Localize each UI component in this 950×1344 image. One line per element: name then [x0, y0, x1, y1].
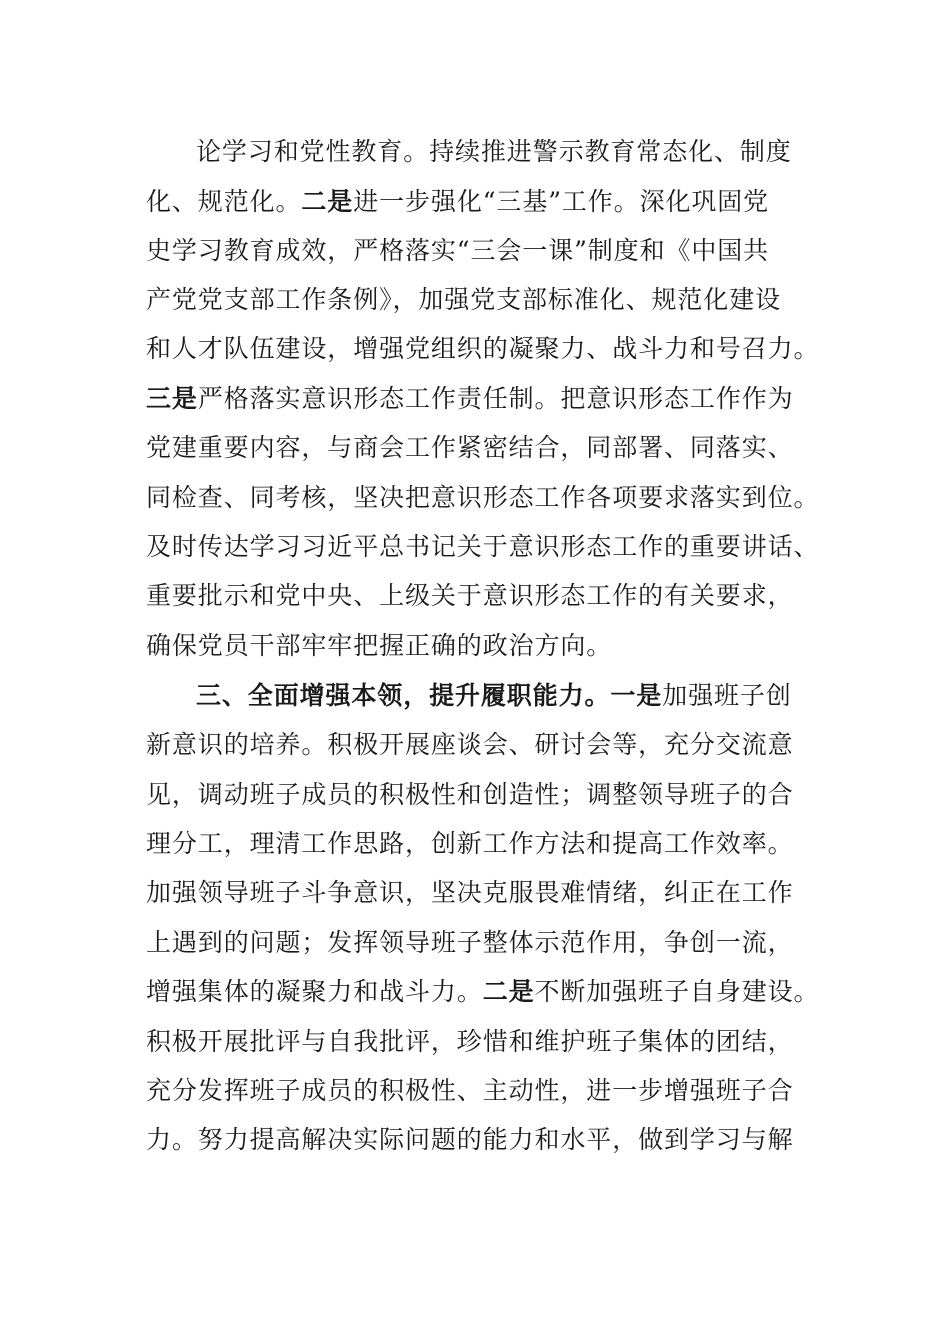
- text-line: [146, 1016, 836, 1068]
- text-segment: 增强集体的凝聚力和战斗力。: [146, 977, 483, 1006]
- text-line: [146, 570, 836, 622]
- text-segment: 加强领导班子斗争意识，坚决克服畏难情绪，纠正在工作: [146, 878, 794, 907]
- bold-lead: 二是: [482, 977, 535, 1006]
- text-line: [146, 769, 836, 821]
- text-line: [146, 422, 836, 474]
- text-segment: 不断加强班子自身建设。: [534, 977, 820, 1006]
- text-line: [146, 323, 836, 375]
- text-segment: 史学习教育成效，严格落实“三会一课”制度和《中国共: [146, 236, 770, 265]
- text-segment: 新意识的培养。积极开展座谈会、研讨会等，充分交流意: [146, 730, 794, 759]
- text-line: [146, 521, 836, 573]
- text-segment: 力。努力提高解决实际问题的能力和水平，做到学习与解: [146, 1125, 794, 1154]
- text-segment: 见，调动班子成员的积极性和创造性；调整领导班子的合: [146, 780, 794, 809]
- text-segment: 积极开展批评与自我批评，珍惜和维护班子集体的团结，: [146, 1027, 794, 1056]
- bold-lead: 二是: [301, 187, 354, 216]
- text-segment: 同检查、同考核，坚决把意识形态工作各项要求落实到位。: [146, 483, 820, 512]
- text-segment: 产党党支部工作条例》，加强党支部标准化、规范化建设: [146, 285, 782, 314]
- text-segment: 加强班子创: [662, 681, 792, 710]
- text-segment: 严格落实意识形态工作责任制。把意识形态工作作为: [197, 384, 794, 413]
- text-line: [146, 274, 836, 326]
- text-line: [146, 1114, 836, 1166]
- text-segment: 充分发挥班子成员的积极性、主动性，进一步增强班子合: [146, 1076, 794, 1105]
- text-segment: 论学习和党性教育。持续推进警示教育常态化、制度: [196, 137, 792, 166]
- text-segment: 进一步强化“三基”工作。深化巩固党: [353, 187, 770, 216]
- text-line: [146, 225, 836, 277]
- section-heading: 三、全面增强本领，提升履职能力。一是: [196, 681, 663, 710]
- text-line: [146, 620, 836, 672]
- bold-lead: 三是: [146, 384, 198, 413]
- text-line: [146, 1065, 836, 1117]
- text-line: [146, 818, 836, 870]
- text-line: [146, 719, 836, 771]
- text-line: [146, 867, 836, 919]
- text-segment: 理分工，理清工作思路，创新工作方法和提高工作效率。: [146, 829, 794, 858]
- text-segment: 党建重要内容，与商会工作紧密结合，同部署、同落实、: [146, 433, 794, 462]
- text-line: [196, 126, 886, 178]
- text-segment: 确保党员干部牢牢把握正确的政治方向。: [146, 631, 613, 660]
- text-line: [146, 917, 836, 969]
- text-line: [146, 373, 836, 425]
- text-line: [146, 966, 836, 1018]
- text-segment: 上遇到的问题；发挥领导班子整体示范作用，争创一流，: [146, 928, 794, 957]
- text-segment: 化、规范化。: [146, 187, 302, 216]
- text-segment: 和人才队伍建设，增强党组织的凝聚力、战斗力和号召力。: [146, 334, 820, 363]
- text-segment: 重要批示和党中央、上级关于意识形态工作的有关要求，: [146, 581, 794, 610]
- section-heading-line: [196, 670, 886, 722]
- text-line: [146, 472, 836, 524]
- text-segment: 及时传达学习习近平总书记关于意识形态工作的重要讲话、: [146, 532, 820, 561]
- text-line: [146, 176, 836, 228]
